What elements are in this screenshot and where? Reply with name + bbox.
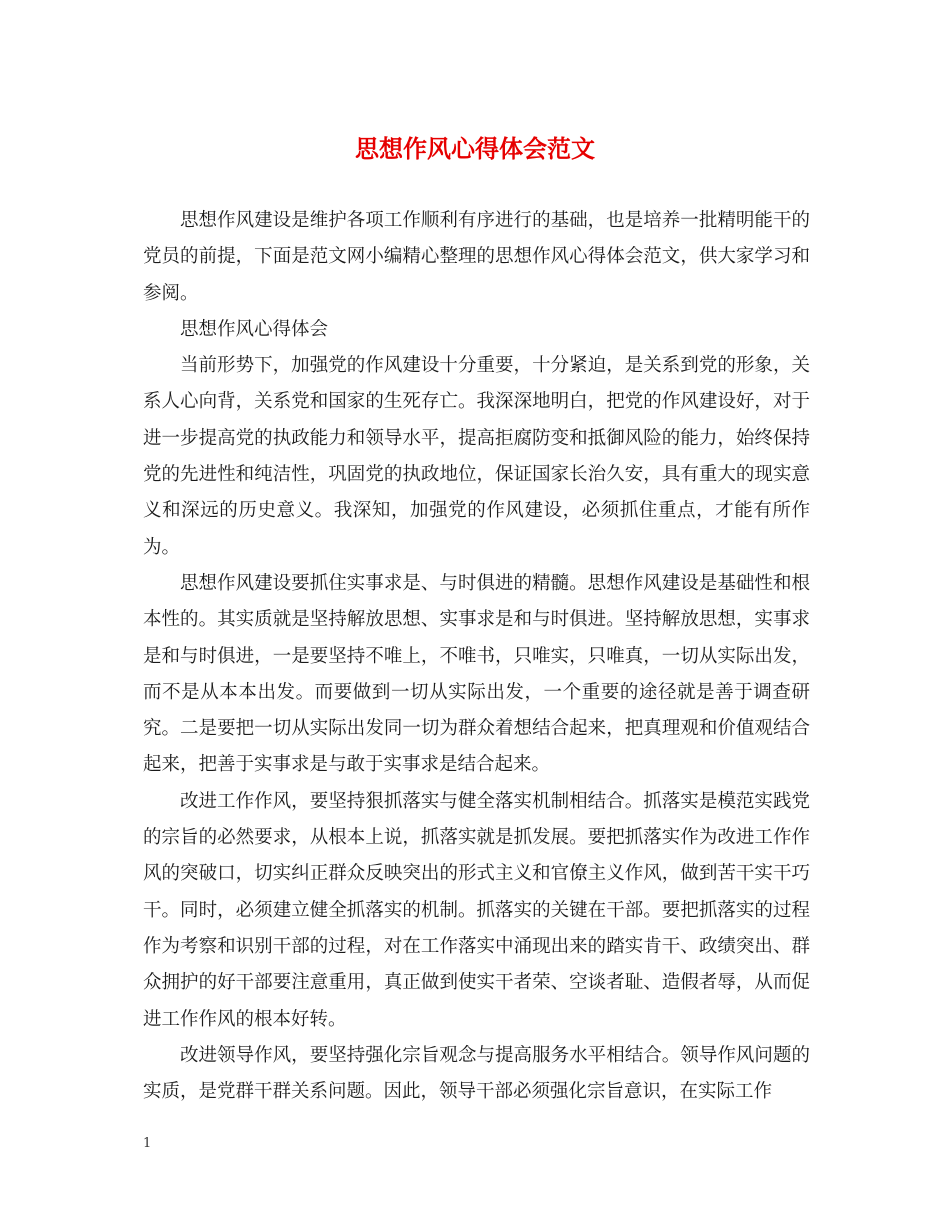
section-heading: 思想作风心得体会 (180, 318, 329, 340)
paragraph: 改进工作作风，要坚持狠抓落实与健全落实机制相结合。抓落实是模范实践党的宗旨的必然要求，从根本上说，抓落实就是抓发展。要把抓落实作为改进工作作风的突破口，切实纠正群众反映突出的形式主义和官僚主义作风，做到苦干实干巧干。同时，必须建立健全抓落实的机制。抓落实的关键在干部。要把抓落实的过程作为考察和识别干部的过程，对在工作落实中涌现出来的踏实肯干、政绩突出、群众拥护的好干部要注意重用，真正做到使实干者荣、空谈者耻、造假者辱，从而促进工作作风的根本好转。 (143, 790, 810, 1030)
paragraph-intro: 思想作风建设是维护各项工作顺利有序进行的基础，也是培养一批精明能干的党员的前提，下面是范文网小编精心整理的思想作风心得体会范文，供大家学习和参阅。 (143, 210, 810, 304)
paragraph: 思想作风建设要抓住实事求是、与时俱进的精髓。思想作风建设是基础性和根本性的。其实质就是坚持解放思想、实事求是和与时俱进。坚持解放思想，实事求是和与时俱进，一是要坚持不唯上，不唯书，只唯实，只唯真，一切从实际出发，而不是从本本出发。而要做到一切从实际出发，一个重要的途径就是善于调查研究。二是要把一切从实际出发同一切为群众着想结合起来，把真理观和价值观结合起来，把善于实事求是与敢于实事求是结合起来。 (143, 572, 810, 776)
document-title: 思想作风心得体会范文 (355, 134, 595, 163)
document-body (143, 203, 810, 1110)
page-number: 1 (143, 1136, 152, 1151)
paragraph: 当前形势下，加强党的作风建设十分重要，十分紧迫，是关系到党的形象，关系人心向背，关系党和国家的生死存亡。我深深地明白，把党的作风建设好，对于进一步提高党的执政能力和领导水平，提高拒腐防变和抵御风险的能力，始终保持党的先进性和纯洁性，巩固党的执政地位，保证国家长治久安，具有重大的现实意义和深远的历史意义。我深知，加强党的作风建设，必须抓住重点，才能有所作为。 (143, 355, 810, 558)
paragraph: 改进领导作风，要坚持强化宗旨观念与提高服务水平相结合。领导作风问题的实质，是党群干群关系问题。因此，领导干部必须强化宗旨意识，在实际工作 (143, 1044, 810, 1103)
